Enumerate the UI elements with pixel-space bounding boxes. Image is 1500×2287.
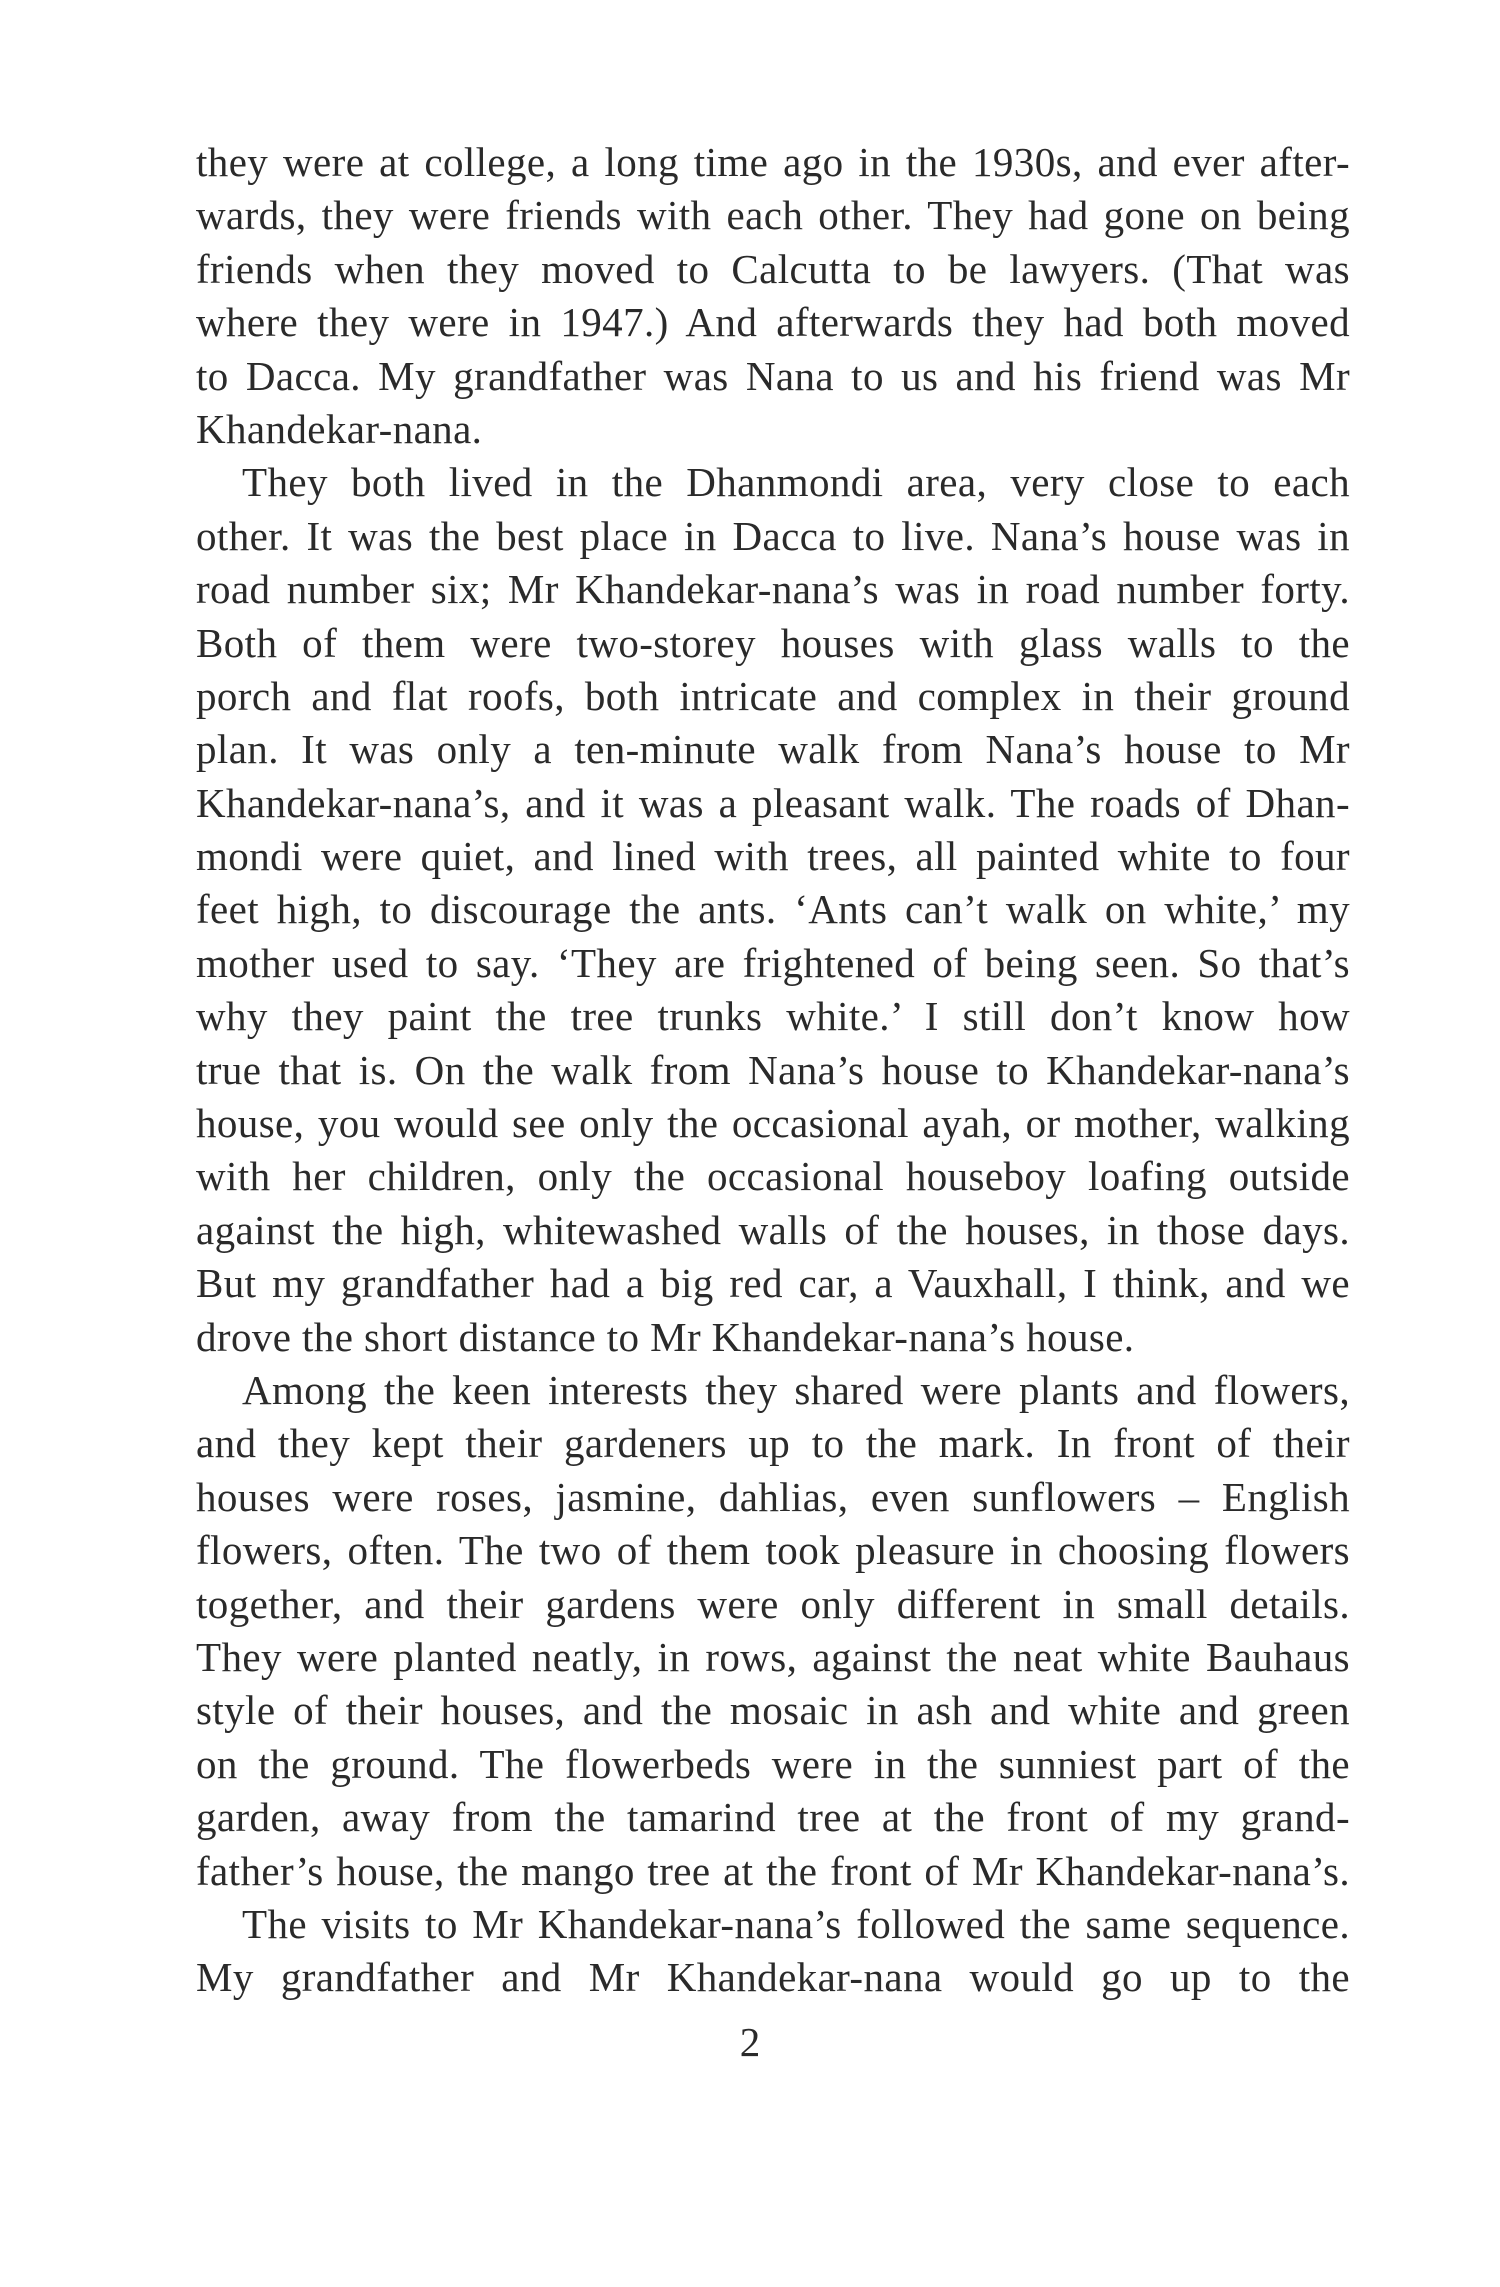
- text-line: Among the keen interests they shared were plants and flowers,: [242, 1366, 1350, 1413]
- text-line: they were at college, a long time ago in the 1930s, and ever after-: [196, 139, 1350, 185]
- paragraph-3: [196, 1364, 1350, 1898]
- text-line: to Dacca. My grandfather was Nana to us and his friend was Mr: [196, 352, 1350, 399]
- text-line: mother used to say. ‘They are frightened of being seen. So that’s: [196, 939, 1350, 986]
- body-text: [196, 136, 1350, 2005]
- text-line: My grandfather and Mr Khandekar-nana would go up to the: [196, 1954, 1350, 2001]
- text-line: with her children, only the occasional houseboy loafing outside: [196, 1153, 1350, 1200]
- text-line: Khandekar-nana.: [196, 405, 483, 452]
- text-line: porch and flat roofs, both intricate and complex in their ground: [196, 672, 1350, 719]
- text-line: where they were in 1947.) And afterwards they had both moved: [196, 299, 1350, 346]
- paragraph-4: [196, 1898, 1350, 2005]
- text-line: They were planted neatly, in rows, against the neat white Bauhaus: [196, 1633, 1350, 1680]
- text-line: against the high, whitewashed walls of the houses, in those days.: [196, 1206, 1350, 1253]
- text-line: houses were roses, jasmine, dahlias, even sunflowers – English: [196, 1473, 1350, 1520]
- paragraph-2: [196, 456, 1350, 1364]
- text-line: The visits to Mr Khandekar-nana’s followed the same sequence.: [242, 1900, 1350, 1947]
- text-line: and they kept their gardeners up to the mark. In front of their: [196, 1420, 1350, 1467]
- text-line: together, and their gardens were only different in small details.: [196, 1580, 1350, 1627]
- text-line: drove the short distance to Mr Khandekar-nana’s house.: [196, 1313, 1135, 1360]
- text-line: mondi were quiet, and lined with trees, all painted white to four: [196, 833, 1350, 880]
- text-line: garden, away from the tamarind tree at the front of my grand-: [196, 1794, 1350, 1841]
- text-line: Khandekar-nana’s, and it was a pleasant walk. The roads of Dhan-: [196, 779, 1350, 826]
- text-line: house, you would see only the occasional ayah, or mother, walking: [196, 1100, 1350, 1147]
- text-line: why they paint the tree trunks white.’ I still don’t know how: [196, 993, 1350, 1040]
- text-line: flowers, often. The two of them took pleasure in choosing flowers: [196, 1527, 1350, 1574]
- text-line: friends when they moved to Calcutta to be lawyers. (That was: [196, 245, 1350, 292]
- text-line: But my grandfather had a big red car, a Vauxhall, I think, and we: [196, 1260, 1350, 1307]
- paragraph-1: [196, 136, 1350, 456]
- text-line: plan. It was only a ten-minute walk from Nana’s house to Mr: [196, 726, 1350, 773]
- text-line: style of their houses, and the mosaic in ash and white and green: [196, 1687, 1350, 1734]
- text-line: Both of them were two-storey houses with glass walls to the: [196, 619, 1350, 666]
- page-number: 2: [739, 2019, 761, 2065]
- text-line: They both lived in the Dhanmondi area, very close to each: [242, 459, 1350, 506]
- text-line: other. It was the best place in Dacca to live. Nana’s house was in: [196, 512, 1350, 559]
- text-line: on the ground. The flowerbeds were in the sunniest part of the: [196, 1740, 1350, 1787]
- text-line: father’s house, the mango tree at the front of Mr Khandekar-nana’s.: [196, 1847, 1350, 1894]
- text-line: true that is. On the walk from Nana’s house to Khandekar-nana’s: [196, 1046, 1350, 1093]
- text-line: wards, they were friends with each other. They had gone on being: [196, 192, 1350, 239]
- text-line: road number six; Mr Khandekar-nana’s was in road number forty.: [196, 566, 1350, 613]
- text-line: feet high, to discourage the ants. ‘Ants can’t walk on white,’ my: [196, 886, 1350, 933]
